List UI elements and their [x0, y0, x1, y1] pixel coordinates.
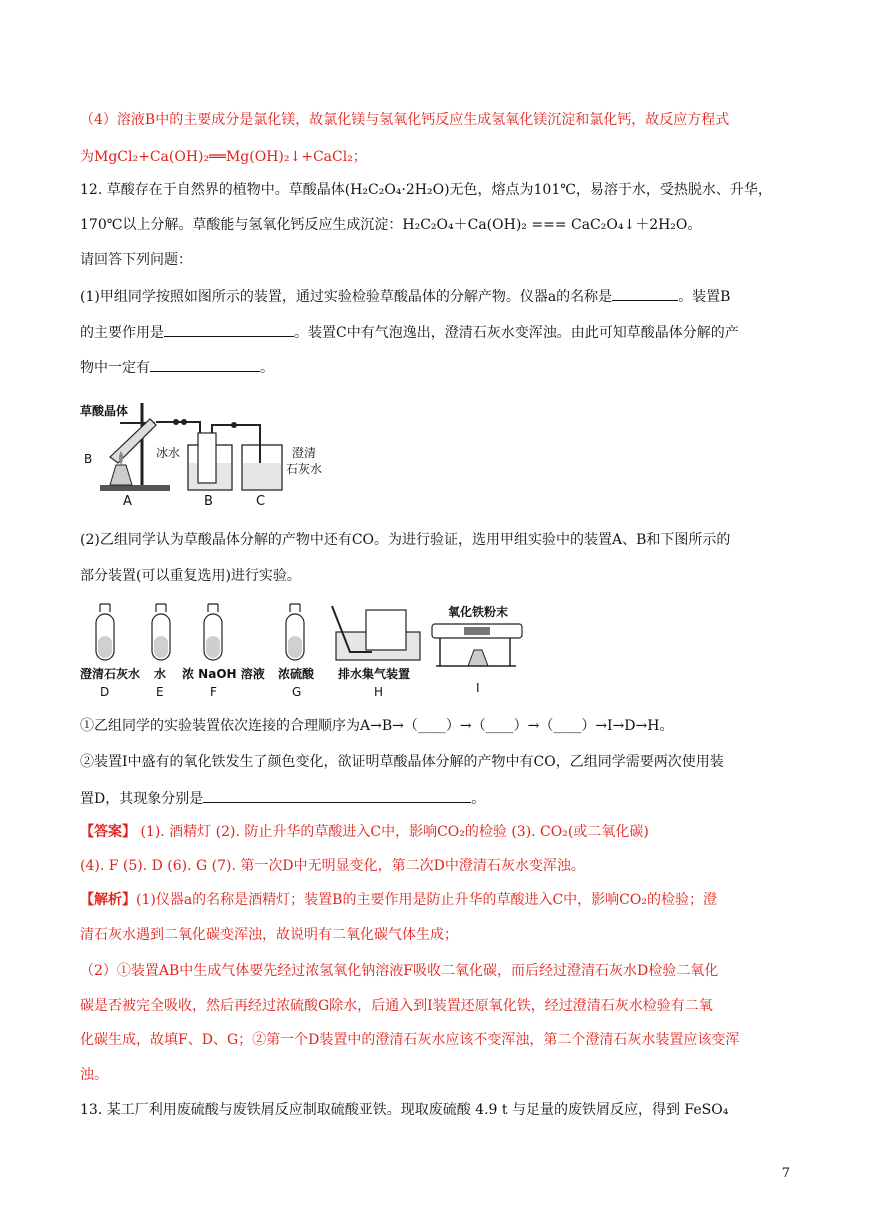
q12-part1-text-d: 。装置C中有气泡逸出，澄清石灰水变浑浊。由此可知草酸晶体分解的产 — [294, 325, 739, 341]
test-tube-a — [110, 419, 156, 463]
q12-sub2-text-b: 置D，其现象分别是 — [80, 791, 204, 807]
label-d: D — [100, 685, 110, 699]
analysis-line-1 — [80, 890, 795, 910]
label-i-top: 氧化铁粉末 — [448, 605, 509, 619]
q12-part1-text-b: 。装置B — [678, 289, 731, 305]
answer-tag: 【答案】 — [80, 824, 136, 840]
q12-part1-text-c: 的主要作用是 — [80, 325, 164, 341]
q13-line-1: 13. 某工厂利用废硫酸与废铁屑反应制取硫酸亚铁。现取废硫酸 4.9 t 与足量的废铁屑反应，得到 FeSO₄ — [80, 1102, 729, 1118]
q12-part2-line-2: 部分装置(可以重复选用)进行实验。 — [80, 568, 301, 584]
test-tube-b — [198, 433, 216, 483]
alcohol-lamp — [110, 465, 132, 485]
label-c: C — [256, 494, 266, 509]
apparatus-diagram-d-i — [80, 600, 530, 700]
answer-blank — [203, 788, 471, 803]
label-ice-water: 冰水 — [156, 446, 181, 460]
connector — [181, 419, 187, 425]
tube-f — [204, 604, 222, 660]
q12-part2-line-1: (2)乙组同学认为草酸晶体分解的产物中还有CO。为进行验证，选用甲组实验中的装置A、B和下图所示的 — [80, 532, 731, 548]
label-oxalic-crystal: 草酸晶体 — [80, 404, 129, 418]
answer-blank — [164, 322, 294, 337]
connector — [173, 419, 179, 425]
connector — [231, 422, 237, 428]
answer-blank — [150, 357, 260, 372]
answer-line-1 — [80, 822, 795, 842]
page-number: 7 — [781, 1166, 790, 1181]
q12-part1-text-f: 。 — [260, 360, 274, 376]
label-e: E — [156, 685, 164, 699]
label-f: F — [210, 685, 217, 699]
q12-sub2-line-1: ②装置I中盛有的氧化铁发生了颜色变化，欲证明草酸晶体分解的产物中有CO，乙组同学需要两次使用装 — [80, 754, 724, 770]
label-b: B — [204, 494, 213, 509]
stand-base — [100, 485, 170, 491]
answer-blank — [612, 286, 678, 301]
label-h-name: 排水集气装置 — [338, 667, 411, 681]
analysis-tag: 【解析】 — [80, 892, 136, 908]
q12-sub1: ①乙组同学的实验装置依次连接的合理顺序为A→B→（____）→（____）→（____）→I→D→H。 — [80, 718, 674, 734]
q12-sub2-text-c: 。 — [471, 791, 486, 807]
q12-part1-line-3 — [80, 357, 795, 378]
q12-part1-text-a: (1)甲组同学按照如图所示的装置，通过实验检验草酸晶体的分解产物。仪器a的名称是 — [80, 289, 613, 305]
tube-e — [152, 604, 170, 660]
q12-intro-line-3: 请回答下列问题： — [80, 252, 192, 268]
apparatus-figure-d-i — [80, 600, 530, 700]
analysis-text-1: (1)仪器a的名称是酒精灯；装置B的主要作用是防止升华的草酸进入C中，影响CO₂的检验；澄 — [136, 892, 717, 908]
label-h: H — [374, 685, 384, 699]
analysis-line-6: 浊。 — [80, 1067, 108, 1083]
analysis-line-3: （2）①装置AB中生成气体要先经过浓氢氧化钠溶液F吸收二氧化碳，而后经过澄清石灰水D检验二氧化 — [80, 963, 719, 979]
analysis-line-2: 清石灰水遇到二氧化碳变浑浊，故说明有二氧化碳气体生成； — [80, 927, 458, 943]
lime-water — [243, 463, 281, 489]
analysis-line-5: 化碳生成，故填F、D、G；②第一个D装置中的澄清石灰水应该不变浑浊，第二个澄清石灰水装置应该变浑 — [80, 1032, 740, 1048]
q12-part1-line-2 — [80, 322, 795, 343]
q12-part1-line-1 — [80, 286, 795, 307]
analysis-line-4: 碳是否被完全吸收，然后再经过浓硫酸G除水，后通入到I装置还原氧化铁，经过澄清石灰水检验有二氧 — [80, 998, 713, 1014]
q12-intro-line-1: 12. 草酸存在于自然界的植物中。草酸晶体(H₂C₂O₄·2H₂O)无色，熔点为101℃，易溶于水，受热脱水、升华， — [80, 182, 772, 198]
label-lime-2: 石灰水 — [286, 462, 323, 476]
label-f-name: 浓 NaOH 溶液 — [182, 667, 265, 681]
answer-4-line-1: （4）溶液B中的主要成分是氯化镁，故氯化镁与氢氧化钙反应生成氢氧化镁沉淀和氯化钙，故反应方程式 — [80, 112, 730, 128]
q12-sub2-line-2 — [80, 788, 795, 809]
answer-text-1: (1). 酒精灯 (2). 防止升华的草酸进入C中，影响CO₂的检验 (3). CO₂(或二氧化碳) — [136, 824, 649, 840]
label-g: G — [292, 685, 302, 699]
apparatus-diagram-abc — [80, 395, 350, 510]
label-d-name: 澄清石灰水 — [80, 667, 141, 681]
label-b-side: B — [84, 452, 93, 466]
label-e-name: 水 — [154, 667, 167, 681]
combustion-tube-i — [432, 624, 522, 666]
label-g-name: 浓硫酸 — [278, 667, 315, 681]
label-i: I — [476, 681, 480, 695]
answer-4-line-2: 为MgCl₂+Ca(OH)₂══Mg(OH)₂↓+CaCl₂； — [80, 149, 367, 165]
q12-part1-text-e: 物中一定有 — [80, 360, 150, 376]
tube-g — [286, 604, 304, 660]
label-a: A — [123, 494, 132, 509]
water-collection-h — [332, 606, 420, 660]
q12-intro-line-2: 170℃以上分解。草酸能与氢氧化钙反应生成沉淀：H₂C₂O₄＋Ca(OH)₂ === CaC₂O₄↓＋2H₂O。 — [80, 217, 702, 233]
answer-line-2: (4). F (5). D (6). G (7). 第一次D中无明显变化，第二次D中澄清石灰水变浑浊。 — [80, 858, 585, 874]
apparatus-figure-abc — [80, 395, 350, 510]
tube-d — [96, 604, 114, 660]
label-lime-1: 澄清 — [292, 446, 317, 460]
